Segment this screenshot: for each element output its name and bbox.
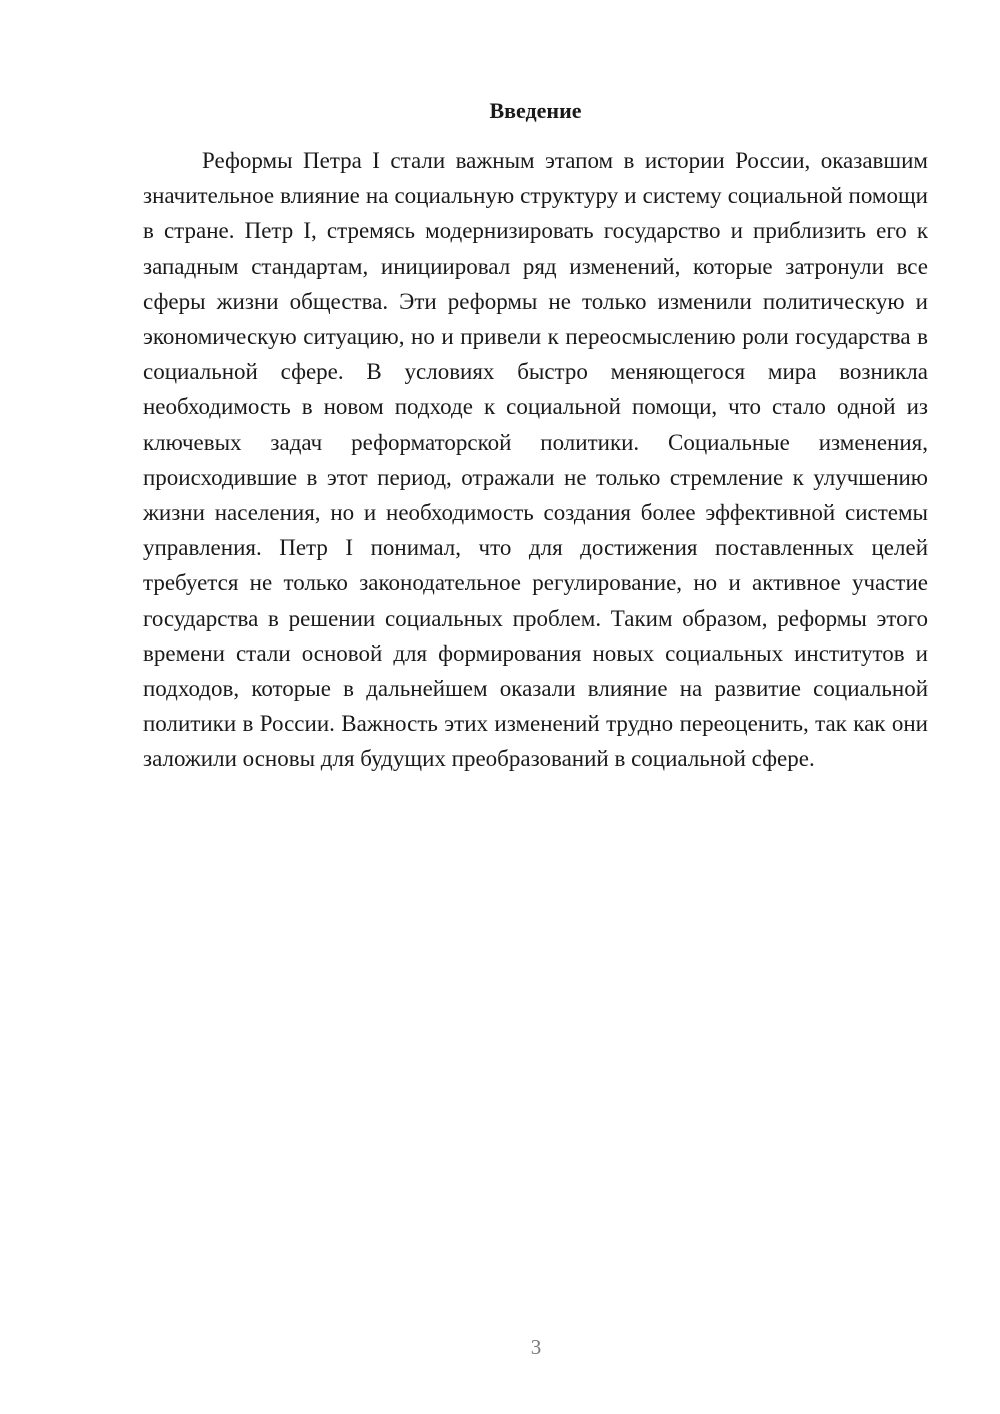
page-number: 3 (530, 1335, 542, 1359)
introduction-paragraph: Реформы Петра I стали важным этапом в истории России, оказавшим значительное влияние на социальную структуру и систему социальной помощи в стране. Петр I, стремясь модернизировать государство и приблизить его к западным стандартам, инициировал ряд изменений, которые затронули все сферы жизни общества. Эти реформы не только изменили политическую и экономическую ситуацию, но и привели к переосмыслению роли государства в социальной сфере. В условиях быстро меняющегося мира возникла необходимость в новом подходе к социальной помощи, что стало одной из ключевых задач реформаторской политики. Социальные изменения, происходившие в этот период, отражали не только стремление к улучшению жизни населения, но и необходимость создания более эффективной системы управления. Петр I понимал, что для достижения поставленных целей требуется не только законодательное регулирование, но и активное участие государства в решении социальных проблем. Таким образом, реформы этого времени стали основой для формирования новых социальных институтов и подходов, которые в дальнейшем оказали влияние на развитие социальной политики в России. Важность этих изменений трудно переоценить, так как они заложили основы для будущих преобразований в социальной сфере. (143, 148, 928, 772)
section-heading: Введение (489, 98, 582, 123)
